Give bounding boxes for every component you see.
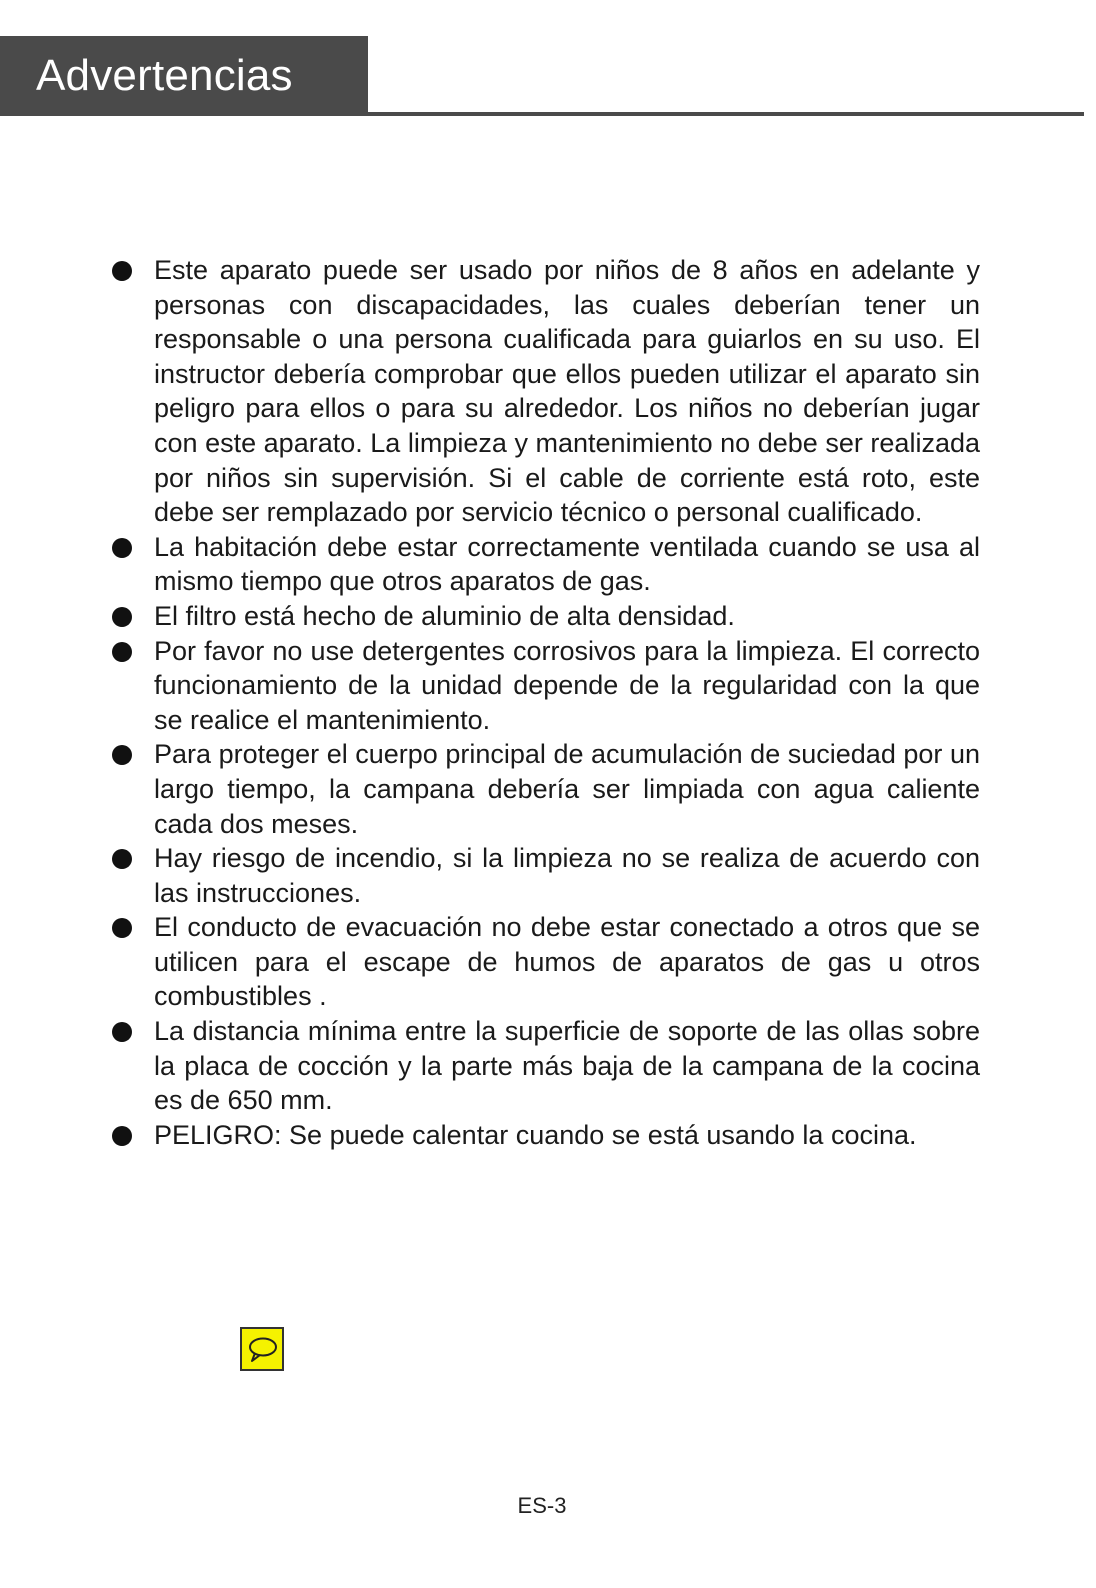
bullet-icon (112, 538, 132, 558)
bullet-icon (112, 642, 132, 662)
page-title: Advertencias (36, 51, 293, 100)
warning-text: PELIGRO: Se puede calentar cuando se está usando la cocina. (154, 1119, 917, 1150)
warning-text: Por favor no use detergentes corrosivos para la limpieza. El correcto funcionamiento de la unidad depende de la regularidad con la que se realice el mantenimiento. (154, 635, 980, 735)
bullet-icon (112, 849, 132, 869)
warning-text: Para proteger el cuerpo principal de acumulación de suciedad por un largo tiempo, la campana debería ser limpiada con agua caliente cada dos meses. (154, 739, 980, 839)
warning-item (110, 1118, 980, 1153)
speech-bubble-glyph (248, 1336, 278, 1364)
bullet-icon (112, 1126, 132, 1146)
warning-text: El conducto de evacuación no debe estar conectado a otros que se utilicen para el escape de humos de aparatos de gas u otros combustibles . (154, 912, 980, 1012)
bullet-icon (112, 261, 132, 281)
header-divider (368, 112, 1084, 116)
warning-item (110, 599, 980, 634)
bullet-icon (112, 918, 132, 938)
warning-item (110, 910, 980, 1014)
warning-item (110, 253, 980, 530)
page-number: ES-3 (517, 1493, 567, 1518)
bullet-icon (112, 1022, 132, 1042)
warning-item (110, 737, 980, 841)
speech-bubble-icon[interactable] (240, 1327, 284, 1371)
warning-text: La habitación debe estar correctamente ventilada cuando se usa al mismo tiempo que otros aparatos de gas. (154, 531, 980, 597)
warning-text: La distancia mínima entre la superficie de soporte de las ollas sobre la placa de cocción y la parte más baja de la campana de la cocina es de 650 mm. (154, 1016, 980, 1116)
warning-text: Hay riesgo de incendio, si la limpieza no se realiza de acuerdo con las instrucciones. (154, 843, 980, 908)
warning-item (110, 1014, 980, 1118)
warning-text: El filtro está hecho de aluminio de alta densidad. (154, 600, 735, 631)
warning-item (110, 841, 980, 910)
warning-text: Este aparato puede ser usado por niños de 8 años en adelante y personas con discapacidades, las cuales deberían tener un responsable o una persona cualificada para guiarlos en su uso. El instructor debería comprobar que ellos pueden utilizar el aparato sin peligro para ellos o para su alrededor. Los niños no deberían jugar con este aparato. La limpieza y mantenimiento no debe ser realizada por niños sin supervisión. Si el cable de corriente está roto, este debe ser remplazado por servicio técnico o personal cualificado. (154, 255, 980, 528)
warning-item (110, 634, 980, 738)
warnings-list (110, 253, 980, 1152)
bullet-icon (112, 607, 132, 627)
warning-item (110, 530, 980, 599)
bullet-icon (112, 745, 132, 765)
